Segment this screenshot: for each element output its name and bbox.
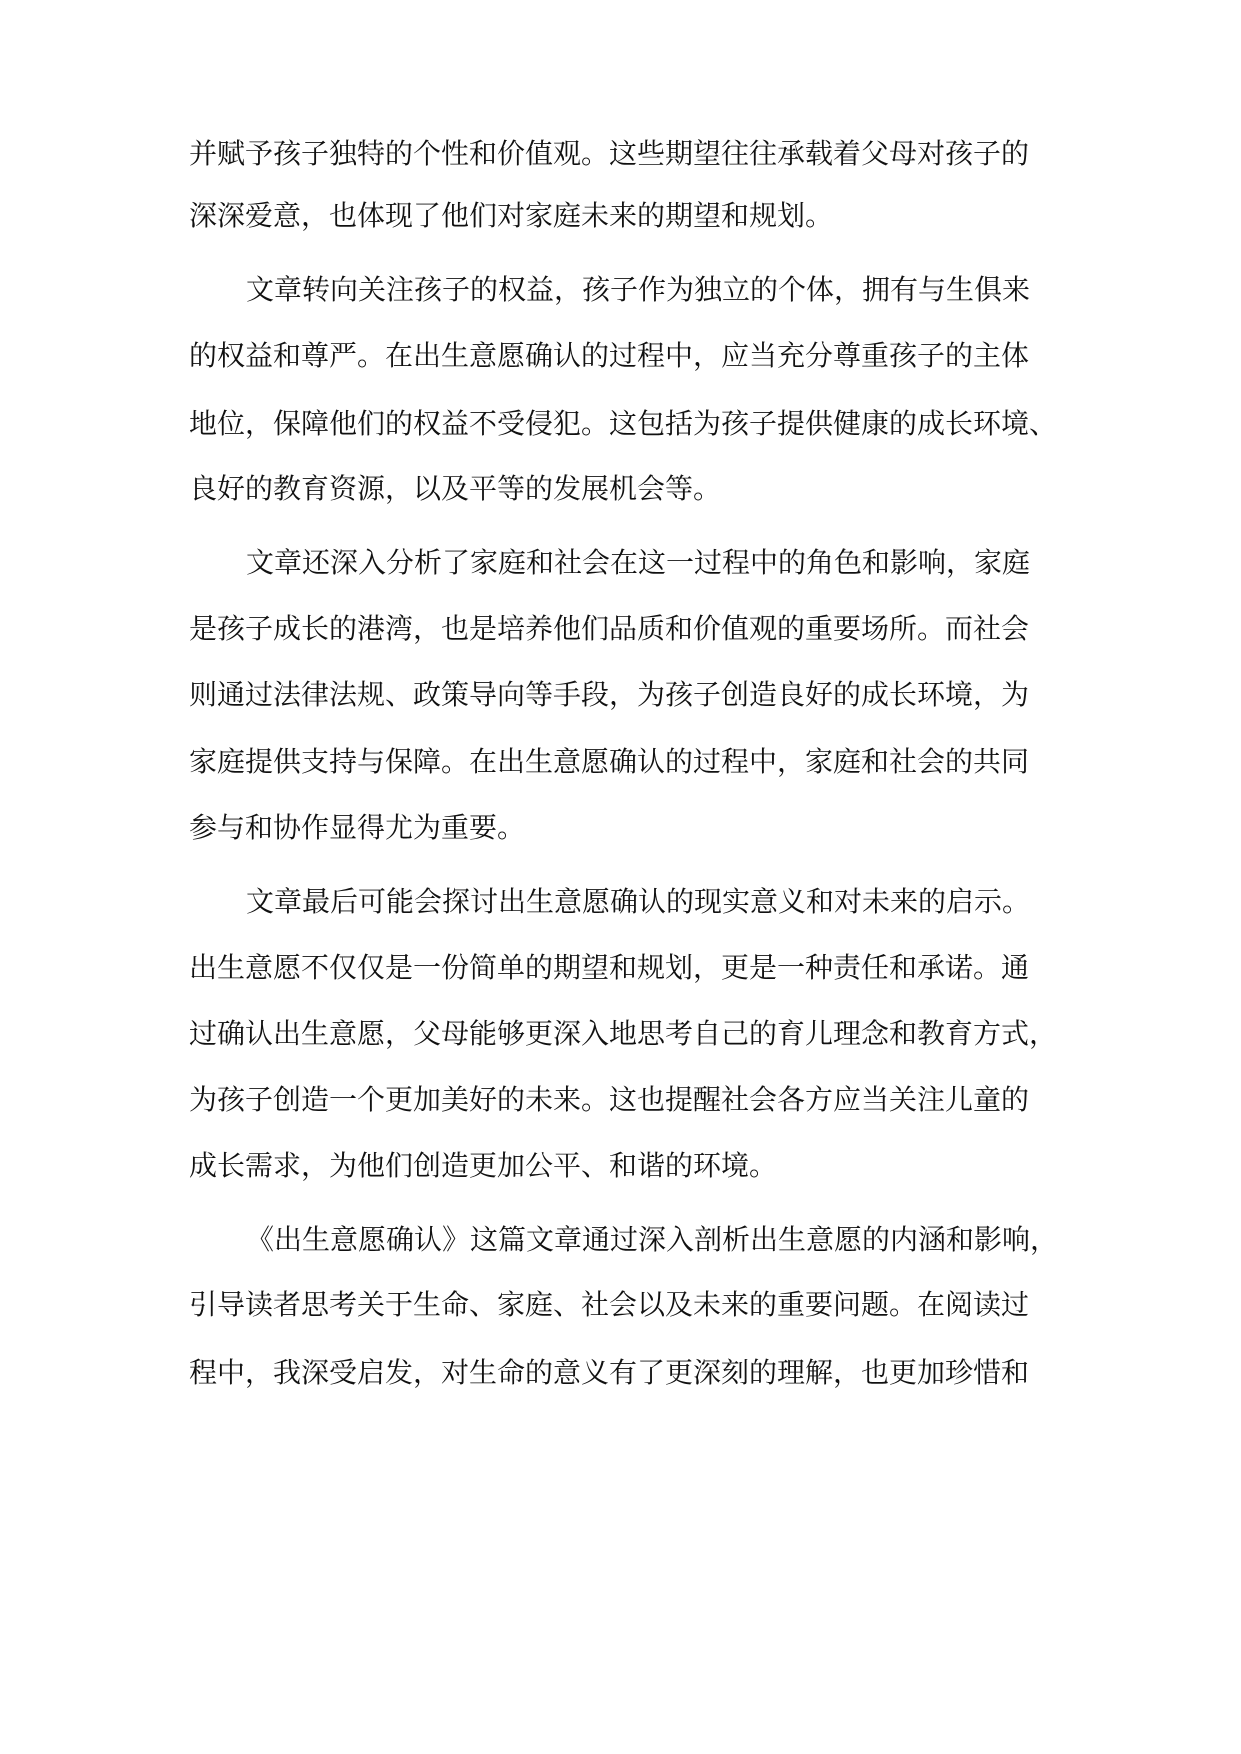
text-line <box>0 742 1241 782</box>
text-line <box>0 336 1241 376</box>
text-line <box>0 270 1241 310</box>
text-line <box>0 808 1241 848</box>
text-line <box>0 609 1241 649</box>
line-text: 为孩子创造一个更加美好的未来。这也提醒社会各方应当关注儿童的 <box>189 1083 1030 1116</box>
text-line <box>0 1220 1241 1260</box>
line-text: 并赋予孩子独特的个性和价值观。这些期望往往承载着父母对孩子的 <box>189 137 1030 170</box>
text-line <box>0 1146 1241 1186</box>
line-text: 的权益和尊严。在出生意愿确认的过程中，应当充分尊重孩子的主体 <box>189 339 1030 372</box>
text-line <box>0 1080 1241 1120</box>
line-text: 《出生意愿确认》这篇文章通过深入剖析出生意愿的内涵和影响， <box>246 1223 1059 1256</box>
line-text: 过确认出生意愿，父母能够更深入地思考自己的育儿理念和教育方式， <box>189 1017 1058 1050</box>
text-line <box>0 1285 1241 1325</box>
line-text: 出生意愿不仅仅是一份简单的期望和规划，更是一种责任和承诺。通 <box>189 951 1030 984</box>
text-line <box>0 134 1241 174</box>
text-line <box>0 469 1241 509</box>
text-line <box>0 675 1241 715</box>
line-text: 是孩子成长的港湾，也是培养他们品质和价值观的重要场所。而社会 <box>189 612 1030 645</box>
line-text: 文章还深入分析了家庭和社会在这一过程中的角色和影响，家庭 <box>246 546 1031 579</box>
text-line <box>0 404 1241 444</box>
text-line <box>0 543 1241 583</box>
line-text: 良好的教育资源，以及平等的发展机会等。 <box>189 472 722 505</box>
text-line <box>0 882 1241 922</box>
text-line <box>0 196 1241 236</box>
line-text: 家庭提供支持与保障。在出生意愿确认的过程中，家庭和社会的共同 <box>189 745 1030 778</box>
text-line <box>0 1014 1241 1054</box>
line-text: 则通过法律法规、政策导向等手段，为孩子创造良好的成长环境，为 <box>189 678 1030 711</box>
text-line <box>0 1353 1241 1393</box>
line-text: 成长需求，为他们创造更加公平、和谐的环境。 <box>189 1149 778 1182</box>
line-text: 引导读者思考关于生命、家庭、社会以及未来的重要问题。在阅读过 <box>189 1288 1030 1321</box>
line-text: 参与和协作显得尤为重要。 <box>189 811 526 844</box>
line-text: 地位，保障他们的权益不受侵犯。这包括为孩子提供健康的成长环境、 <box>189 407 1058 440</box>
line-text: 程中，我深受启发，对生命的意义有了更深刻的理解，也更加珍惜和 <box>189 1356 1030 1389</box>
text-line <box>0 948 1241 988</box>
line-text: 深深爱意，也体现了他们对家庭未来的期望和规划。 <box>189 199 834 232</box>
line-text: 文章转向关注孩子的权益，孩子作为独立的个体，拥有与生俱来 <box>246 273 1031 306</box>
line-text: 文章最后可能会探讨出生意愿确认的现实意义和对未来的启示。 <box>246 885 1031 918</box>
